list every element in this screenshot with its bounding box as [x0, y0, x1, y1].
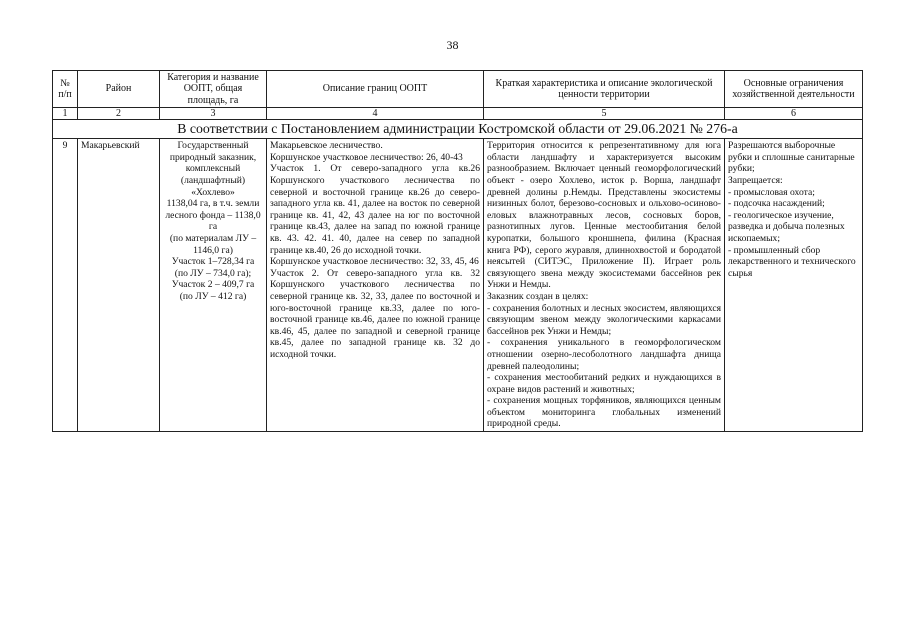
- row-number: 9: [53, 139, 78, 432]
- category-line: Участок 1–728,34 га: [171, 256, 255, 268]
- column-number: 1: [53, 108, 78, 120]
- column-number: 5: [484, 108, 725, 120]
- category-line: Государственный природный заказник, комплексный (ландшафтный) «Хохлево»: [169, 140, 257, 198]
- boundaries-paragraph: Коршунское участковое лесничество: 32, 33, 45, 46: [270, 256, 479, 268]
- section-banner-row: [53, 120, 863, 139]
- restrictions-line: - подсочка насаждений;: [728, 198, 825, 210]
- column-number: 6: [725, 108, 863, 120]
- row-category: [160, 139, 267, 432]
- page-number: 38: [446, 38, 459, 52]
- header-district: Район: [78, 71, 160, 108]
- boundaries-paragraph: Коршунское участковое лесничество: 26, 40-43: [270, 151, 463, 163]
- category-line: 1138,04 га, в т.ч. земли лесного фонда – 1138,0 га: [165, 198, 261, 233]
- category-line: Участок 2 – 409,7 га: [171, 279, 255, 291]
- characteristics-paragraph: Заказник создан в целях:: [487, 290, 589, 302]
- characteristics-paragraph: - сохранения мощных торфяников, являющихся ценным объектом мониторинга глобальных изменений природной среды.: [487, 395, 721, 430]
- boundaries-paragraph: Участок 1. От северо-западного угла кв.26 Коршунского участкового лесничества по северной и восточной границе кв.26 до северо-западного угла кв. 41, далее на восток по северной границе кв. 41, 42, 43 далее на юг по восточной границе кв.43, далее на запад по южной границе кв. 43. 42. 41. 40, далее на север по западной границе кв.40, 26 до исходной точки.: [270, 163, 480, 256]
- column-number: 4: [267, 108, 484, 120]
- category-line: (по ЛУ – 734,0 га);: [174, 267, 252, 279]
- header-number: № п/п: [53, 71, 78, 108]
- characteristics-paragraph: - сохранения болотных и лесных экосистем, являющихся связующим звеном между экологическими каркасами бассейнов рек Унжи и Немды;: [487, 302, 721, 337]
- row-boundaries: [267, 139, 484, 432]
- row-restrictions: [725, 139, 863, 432]
- header-category: Категория и название ООПТ, общая площадь, га: [160, 71, 267, 108]
- boundaries-paragraph: Участок 2. От северо-западного угла кв. 32 Коршунского участкового лесничества по северной границе кв. 32, 33, далее по восточной и юго-восточной границе кв.33, далее по юго-восточной границе кв.46, далее по южной границе кв.46, 45, далее по западной и северной границе кв.45, далее по западной границе кв. 32 до исходной точки.: [270, 267, 480, 360]
- characteristics-paragraph: - сохранения местообитаний редких и нуждающихся в охране видов растений и животных;: [487, 372, 721, 395]
- section-banner: В соответствии с Постановлением администрации Костромской области от 29.06.2021 № 276-а: [53, 120, 863, 139]
- characteristics-paragraph: - сохранения уникального в геоморфологическом отношении озерно-лесоболотного ландшафта днища древней палеодолины;: [487, 337, 721, 372]
- header-restrictions: Основные ограничения хозяйственной деятельности: [725, 71, 863, 108]
- table-row: [53, 139, 863, 432]
- restrictions-line: - промысловая охота;: [728, 186, 815, 198]
- column-number-row: [53, 108, 863, 120]
- restrictions-line: - геологическое изучение, разведка и добыча полезных ископаемых;: [728, 209, 845, 244]
- column-number: 2: [78, 108, 160, 120]
- category-line: (по ЛУ – 412 га): [179, 290, 247, 302]
- column-number: 3: [160, 108, 267, 120]
- boundaries-paragraph: Макарьевское лесничество.: [270, 140, 383, 152]
- row-district: Макарьевский: [78, 139, 160, 432]
- characteristics-paragraph: Территория относится к репрезентативному для юга области ландшафту и характеризуется высоким разнообразием. Включает ценный геоморфологический объект - озеро Хохлево, исток р. Ворша, ландшафт древней долины р.Немды. Представлены экосистемы низинных болот, березово-сосновых и ольхово-осиново-еловых влажнотравных лесов, сосновых боров, разнотипных лугов. Ценные местообитания белой куропатки, большого кроншнепа, филина (Красная книга РФ), серого журавля, длиннохвостой и бородатой неясытей (СИТЭС, Приложение II). Играет роль связующего звена между экосистемами бассейнов рек Унжи и Немды.: [487, 140, 721, 291]
- header-boundaries: Описание границ ООПТ: [267, 71, 484, 108]
- restrictions-line: Разрешаются выборочные рубки и сплошные санитарные рубки;: [728, 140, 855, 175]
- row-characteristics: [484, 139, 725, 432]
- restrictions-line: - промышленный сбор лекарственного и технического сырья: [728, 244, 856, 279]
- header-row: [53, 71, 863, 108]
- header-characteristics: Краткая характеристика и описание экологической ценности территории: [484, 71, 725, 108]
- protected-areas-table: [52, 70, 863, 432]
- restrictions-line: Запрещается:: [728, 175, 783, 186]
- category-line: (по материалам ЛУ – 1146,0 га): [169, 232, 257, 256]
